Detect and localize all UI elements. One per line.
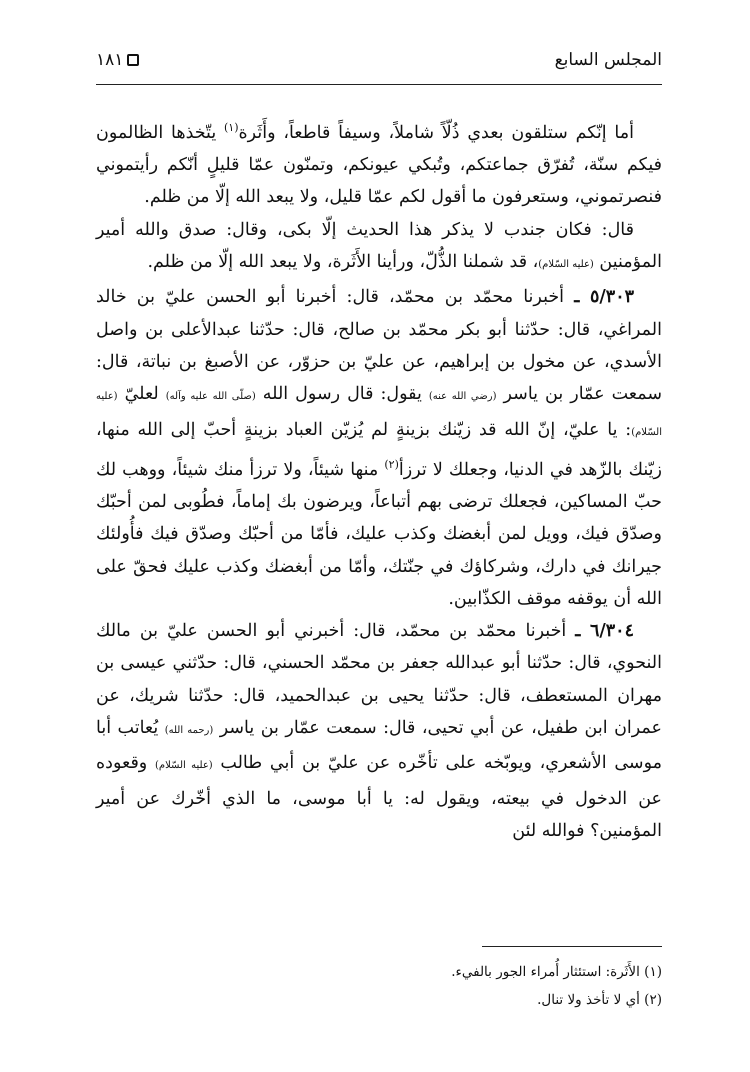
honorific-note: (صلّى الله عليه وآله) — [165, 391, 256, 403]
footnote-divider — [482, 946, 662, 947]
chapter-title: المجلس السابع — [554, 50, 662, 70]
main-text — [96, 112, 662, 847]
page-header — [96, 42, 662, 78]
page-number: ١٨١ — [96, 50, 124, 70]
footnote-ref: (١) — [224, 121, 239, 134]
hadith-303: ٥/٣٠٣ ـ أخبرنا محمّد بن محمّد، قال: أخبرنا أبو الحسن عليّ بن خالد المراغي، قال: حدّثنا أبو بكر محمّد بن صالح، قال: حدّثنا عبدالأعلى بن واصل الأسدي، عن مخول بن إبراهيم، عن عليّ بن حزوّر، عن الأصبغ بن نباتة، قال: سمعت عمّار بن ياسر (رضي الله عنه) يقول: قال رسول الله (صلّى الله عليه وآله) لعليّ (عليه السّلام): يا عليّ، إنّ الله قد زيّنك بزينةٍ لم يُزيّن العباد بزينةٍ أحبّ إلى الله منها، زيّنك بالزّهد في الدنيا، وجعلك لا ترزأ$^{(٢)}$ منها شيئاً، ولا ترزأ منك شيئاً، ووهب لك حبّ المساكين، فجعلك ترضى بهم أتباعاً، ويرضون بك إماماً، فطُوبى لمن أحبّك وصدّق فيك، وويل لمن أبغضك وكذب عليك، فأمّا من أحبّك وصدّق فيك فأُولئك جيرانك في دارك، وشركاؤك في جنّتك، وأمّا من أبغضك وكذب عليك فحقّ على الله أن يوقفه موقف الكذّابين. — [96, 287, 663, 609]
hadith-number: ٥/٣٠٣ ـ — [574, 287, 634, 308]
paragraph: أما إنّكم ستلقون بعدي ذُلّاً شاملاً، وسيفاً قاطعاً، وأَثَرة$^{(١)}$ يتّخذها الظالمون فيكم سنّة، تُفرّق جماعتكم، وتُبكي عيونكم، وتمنّون عمّا قليلٍ أنّكم رأيتموني فنصرتموني، وستعرفون ما أقول لكم عمّا قليل، ولا يبعد الله إلّا من ظلم. — [96, 121, 662, 208]
honorific-note: (رحمه الله) — [164, 725, 214, 736]
footnote: (٢) أي لا تأخذ ولا تنال. — [537, 992, 662, 1008]
square-icon — [127, 54, 139, 66]
header-divider — [96, 84, 662, 85]
honorific-note: (عليه السّلام) — [96, 391, 662, 438]
page-number-block — [96, 50, 139, 70]
paragraph: قال: فكان جندب لا يذكر هذا الحديث إلّا بكى، وقال: صدق والله أمير المؤمنين (عليه السّلام)، قد شملنا الذُّلّ، ورأينا الأَثَرة، ولا يبعد الله إلّا من ظلم. — [96, 219, 662, 273]
footnotes — [96, 958, 662, 1014]
footnote-ref: (٢) — [384, 457, 399, 471]
honorific-note: (عليه السّلام) — [538, 259, 594, 271]
honorific-note: (رضي الله عنه) — [428, 391, 497, 403]
honorific-note: (عليه السّلام) — [154, 760, 213, 772]
footnote: (١) الأَثَرة: استئثار أُمراء الجور بالفيء. — [451, 964, 662, 980]
hadith-number: ٦/٣٠٤ ـ — [575, 621, 634, 642]
hadith-304: ٦/٣٠٤ ـ أخبرنا محمّد بن محمّد، قال: أخبرني أبو الحسن عليّ بن مالك النحوي، قال: حدّثنا أبو عبدالله جعفر بن محمّد الحسني، قال: حدّثني عيسى بن مهران المستعطف، قال: حدّثنا يحيى بن عبدالحميد، قال: حدّثنا شريك، عن عمران ابن طفيل، عن أبي تحيى، قال: سمعت عمّار بن ياسر (رحمه الله) يُعاتب أبا موسى الأشعري، ويوبّخه على تأخّره عن عليّ بن أبي طالب (عليه السّلام) وقعوده عن الدخول في بيعته، ويقول له: يا أبا موسى، ما الذي أخّرك عن أمير المؤمنين؟ فوالله لئن — [96, 621, 662, 841]
